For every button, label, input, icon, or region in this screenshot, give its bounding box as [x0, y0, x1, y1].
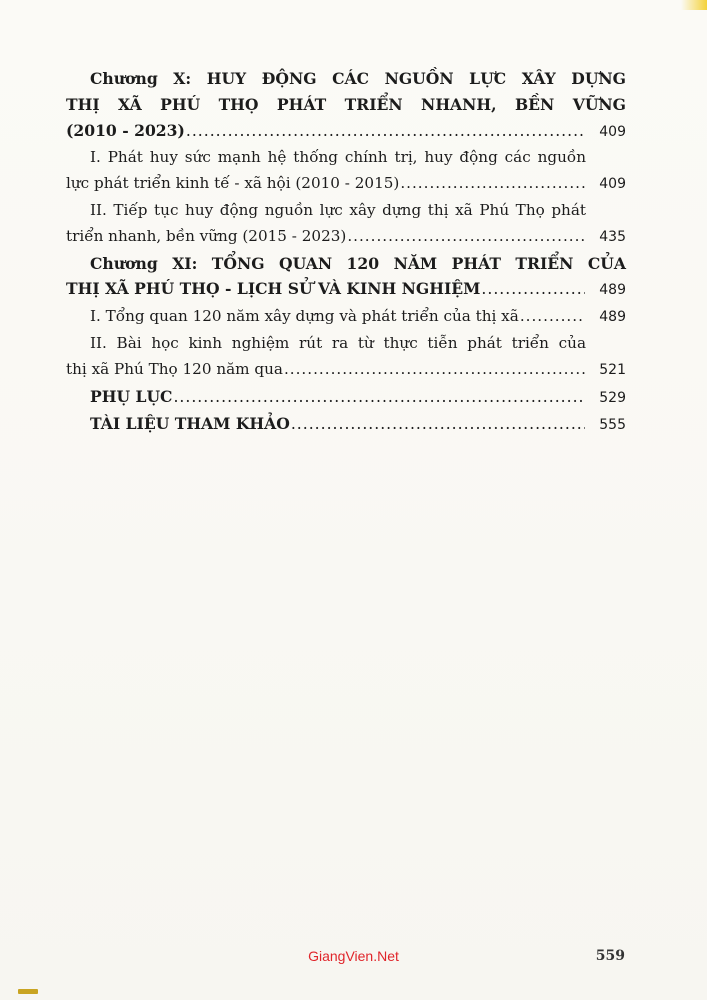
leader-dots [400, 171, 585, 197]
corner-highlight [681, 0, 707, 10]
section-11-1-entry[interactable] [66, 304, 626, 331]
leader-dots [186, 119, 585, 145]
page-number: 559 [595, 948, 625, 964]
chapter-10-page-number: 409 [599, 123, 626, 140]
section-10-1-entry[interactable] [66, 171, 626, 198]
references-entry[interactable] [66, 411, 626, 439]
section-10-2-text-2: triển nhanh, bền vững (2015 - 2023) [66, 226, 347, 245]
chapter-11-title-text-1: Chương XI: TỔNG QUAN 120 NĂM PHÁT TRIỂN CỦA [90, 253, 626, 273]
chapter-10-title-text-2: THỊ XÃ PHÚ THỌ PHÁT TRIỂN NHANH, BỀN VỮNG [66, 94, 626, 114]
leader-dots [284, 357, 585, 383]
appendix-title: PHỤ LỤC [90, 386, 173, 406]
section-10-1-text-1: I. Phát huy sức mạnh hệ thống chính trị, huy động các nguồn [90, 148, 586, 167]
chapter-10-years: (2010 - 2023) [66, 120, 185, 140]
chapter-11-entry[interactable] [66, 276, 626, 304]
section-11-2-text-1: II. Bài học kinh nghiệm rút ra từ thực tiễn phát triển của [90, 333, 586, 352]
chapter-11-title-line-1 [66, 251, 626, 277]
section-11-2-page-number: 521 [599, 361, 626, 378]
leader-dots [291, 412, 585, 438]
chapter-11-title-text-2: THỊ XÃ PHÚ THỌ - LỊCH SỬ VÀ KINH NGHIỆM [66, 279, 481, 299]
section-10-2-line-1 [66, 198, 626, 224]
chapter-11-page-number: 489 [599, 282, 626, 299]
chapter-10-title-line-2 [66, 92, 626, 118]
section-10-1-page-number: 409 [599, 176, 626, 193]
edge-mark [18, 989, 38, 994]
leader-dots [520, 304, 585, 330]
section-10-2-entry[interactable] [66, 224, 626, 251]
appendix-page-number: 529 [599, 389, 626, 406]
section-10-1-line-1 [66, 145, 626, 171]
section-11-2-entry[interactable] [66, 357, 626, 384]
leader-dots [481, 277, 585, 303]
chapter-10-entry[interactable] [66, 118, 626, 146]
leader-dots [173, 385, 585, 411]
references-title: TÀI LIỆU THAM KHẢO [90, 414, 290, 434]
section-11-2-line-1 [66, 331, 626, 357]
references-page-number: 555 [599, 417, 626, 434]
watermark-site-name[interactable]: GiangVien.Net [308, 948, 399, 964]
section-10-1-text-2: lực phát triển kinh tế - xã hội (2010 - 2015) [66, 174, 400, 193]
section-11-1-text-1: I. Tổng quan 120 năm xây dựng và phát triển của thị xã [90, 307, 519, 326]
appendix-entry[interactable] [66, 384, 626, 412]
section-10-2-page-number: 435 [599, 228, 626, 245]
section-11-1-page-number: 489 [599, 309, 626, 326]
table-of-contents [66, 66, 626, 439]
chapter-10-title-text-1: Chương X: HUY ĐỘNG CÁC NGUỒN LỰC XÂY DỰNG [90, 69, 626, 88]
section-10-2-text-1: II. Tiếp tục huy động nguồn lực xây dựng thị xã Phú Thọ phát [90, 200, 586, 219]
section-11-2-text-2: thị xã Phú Thọ 120 năm qua [66, 359, 283, 378]
leader-dots [347, 224, 585, 250]
chapter-10-title-line-1 [66, 66, 626, 92]
